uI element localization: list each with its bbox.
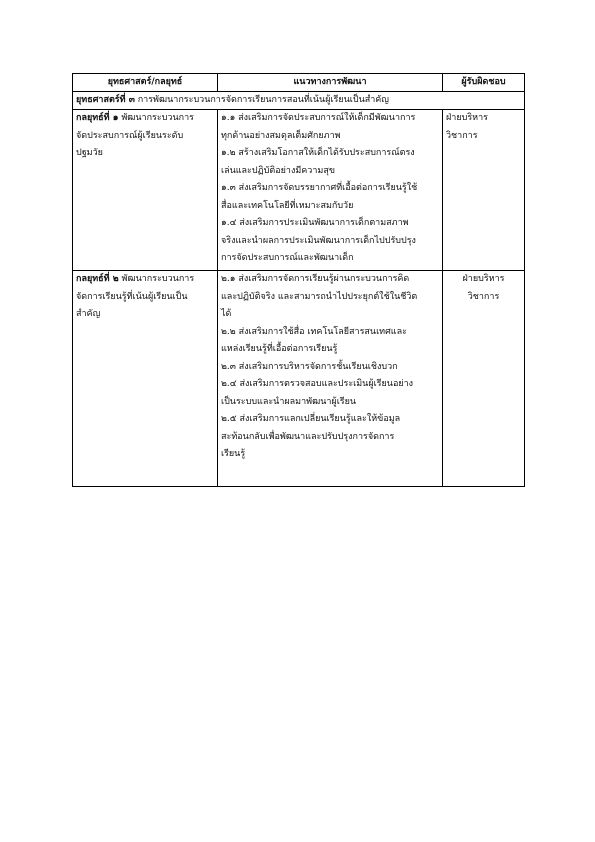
- approach-line: ๑.๒ สร้างเสริมโอกาสให้เด็กได้รับประสบการณ์ตรง: [221, 148, 415, 158]
- strategy-title-cell: [73, 92, 525, 110]
- owner-text: วิชาการ: [467, 291, 500, 302]
- tactic-text: พัฒนากระบวนการ: [118, 113, 194, 123]
- header-approach: แนวทางการพัฒนา: [218, 74, 443, 92]
- owner-cell: [443, 271, 525, 487]
- approach-line: ได้: [221, 309, 232, 319]
- approach-line: เล่นและปฏิบัติอย่างมีความสุข: [221, 165, 335, 176]
- approach-line: การจัดประสบการณ์และพัฒนาเด็ก: [221, 253, 354, 263]
- approach-line: ๑.๓ ส่งเสริมการจัดบรรยากาศที่เอื้อต่อการเรียนรู้ใช้: [221, 183, 418, 193]
- tactic-text: สำคัญ: [76, 309, 101, 319]
- approach-line: เรียนรู้: [221, 449, 246, 459]
- tactic-text: จัดการเรียนรู้ที่เน้นผู้เรียนเป็น: [76, 291, 188, 302]
- header-owner: ผู้รับผิดชอบ: [443, 74, 525, 92]
- approach-line: ๒.๒ ส่งเสริมการใช้สื่อ เทคโนโลยีสารสนเทศและ: [221, 326, 407, 337]
- approach-line: จริงและนำผลการประเมินพัฒนาการเด็กไปปรับปรุง: [221, 235, 416, 246]
- tactic-label: กลยุทธ์ที่ ๒: [76, 274, 119, 284]
- approach-line: แหล่งเรียนรู้ที่เอื้อต่อการเรียนรู้: [221, 344, 338, 354]
- owner-text: วิชาการ: [446, 130, 478, 141]
- tactic-label: กลยุทธ์ที่ ๑: [76, 113, 119, 123]
- approach-line: ๑.๑ ส่งเสริมการจัดประสบการณ์ให้เด็กมีพัฒนาการ: [221, 113, 416, 123]
- approach-line: ๒.๔ ส่งเสริมการตรวจสอบและประเมินผู้เรียนอย่าง: [221, 379, 414, 389]
- approach-line: ๒.๓ ส่งเสริมการบริหารจัดการชั้นเรียนเชิงบวก: [221, 361, 398, 372]
- owner-text: ฝ่ายบริหาร: [446, 113, 488, 123]
- approach-line: และปฏิบัติจริง และสามารถนำไปประยุกต์ใช้ในชีวิต: [221, 291, 418, 302]
- strategy-number-label: ยุทธศาสตร์ที่ ๓: [76, 95, 135, 105]
- owner-text: ฝ่ายบริหาร: [462, 274, 505, 284]
- header-strategy: ยุทธศาสตร์/กลยุทธ์: [73, 74, 218, 92]
- table-row: [73, 110, 525, 271]
- approach-line: ๒.๕ ส่งเสริมการแลกเปลี่ยนเรียนรู้และให้ข้อมูล: [221, 414, 401, 424]
- strategy-title-text: การพัฒนากระบวนการจัดการเรียนการสอนที่เน้นผู้เรียนเป็นสำคัญ: [134, 95, 389, 105]
- table-row: [73, 271, 525, 487]
- tactic-text: พัฒนากระบวนการ: [118, 274, 195, 284]
- strategy-title-row: [73, 92, 525, 110]
- approach-line: ทุกด้านอย่างสมดุลเต็มศักยภาพ: [221, 130, 341, 141]
- approach-line: ๒.๑ ส่งเสริมการจัดการเรียนรู้ผ่านกระบวนการคิด: [221, 274, 410, 284]
- approach-cell: [218, 110, 443, 271]
- approach-line: เป็นระบบและนำผลมาพัฒนาผู้เรียน: [221, 396, 357, 407]
- strategy-table: [72, 73, 525, 487]
- tactic-text: จัดประสบการณ์ผู้เรียนระดับ: [76, 130, 184, 141]
- owner-cell: [443, 110, 525, 271]
- strategy-cell: [73, 110, 218, 271]
- approach-line: ๑.๔ ส่งเสริมการประเมินพัฒนาการเด็กตามสภาพ: [221, 218, 409, 228]
- approach-cell: [218, 271, 443, 487]
- approach-line: สะท้อนกลับเพื่อพัฒนาและปรับปรุงการจัดการ: [221, 431, 395, 442]
- table-header-row: [73, 74, 525, 92]
- tactic-text: ปฐมวัย: [76, 148, 103, 158]
- approach-line: สื่อและเทคโนโลยีที่เหมาะสมกับวัย: [221, 200, 354, 211]
- strategy-cell: [73, 271, 218, 487]
